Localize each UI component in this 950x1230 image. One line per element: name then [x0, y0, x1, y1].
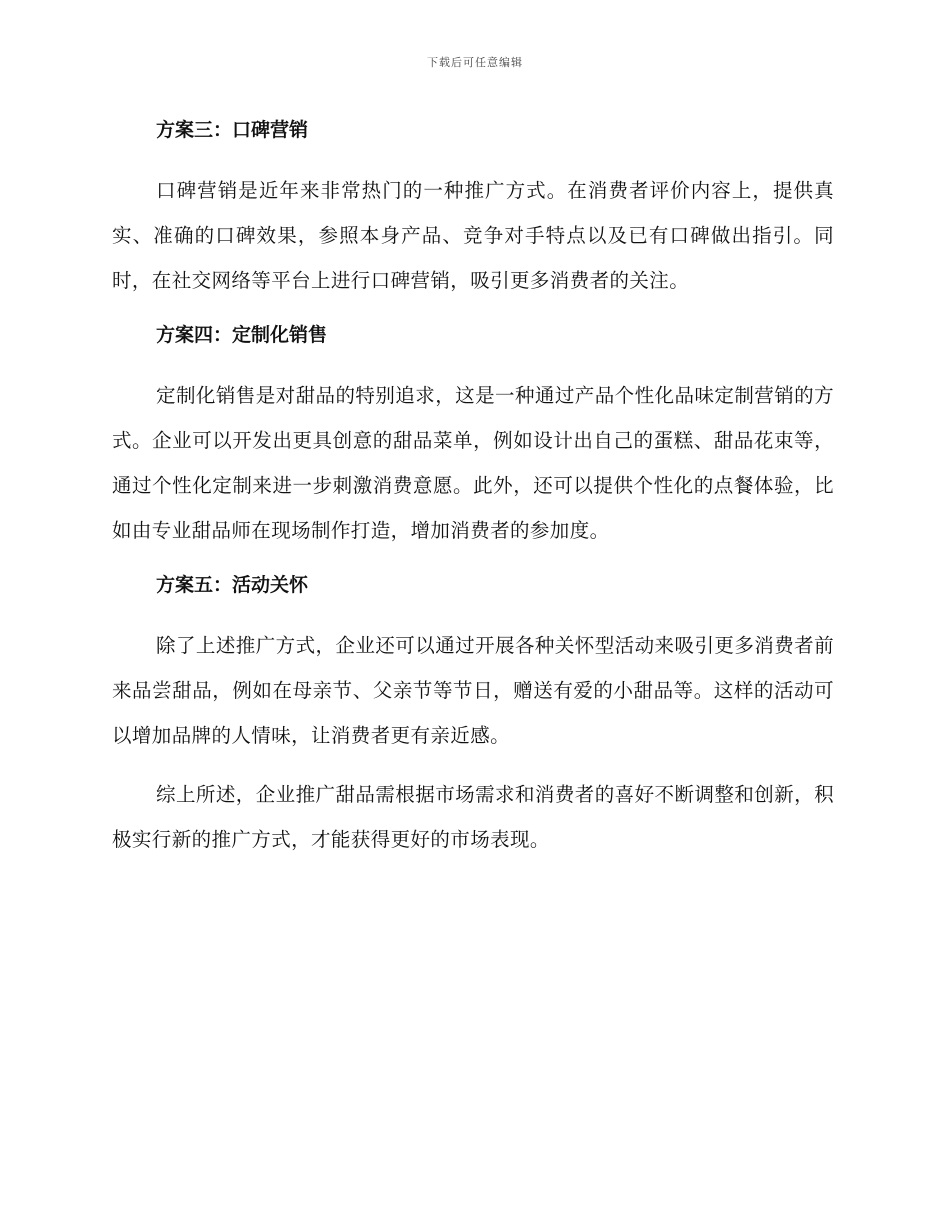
section-paragraph-plan-five: 除了上述推广方式，企业还可以通过开展各种关怀型活动来吸引更多消费者前来品尝甜品，例如在母亲节、父亲节等节日，赠送有爱的小甜品等。这样的活动可以增加品牌的人情味，让消费者更有亲近感。 [112, 634, 834, 747]
section-heading-plan-three: 方案三：口碑营销 [156, 119, 309, 141]
conclusion-paragraph: 综上所述，企业推广甜品需根据市场需求和消费者的喜好不断调整和创新，积极实行新的推广方式，才能获得更好的市场表现。 [112, 783, 834, 851]
document-body [112, 112, 834, 862]
section-heading-plan-five: 方案五：活动关怀 [156, 574, 309, 596]
section-paragraph-plan-three: 口碑营销是近年来非常热门的一种推广方式。在消费者评价内容上，提供真实、准确的口碑效果，参照本身产品、竞争对手特点以及已有口碑做出指引。同时，在社交网络等平台上进行口碑营销，吸引更多消费者的关注。 [112, 179, 834, 292]
section-paragraph-plan-four: 定制化销售是对甜品的特别追求，这是一种通过产品个性化品味定制营销的方式。企业可以开发出更具创意的甜品菜单，例如设计出自己的蛋糕、甜品花束等，通过个性化定制来进一步刺激消费意愿。此外，还可以提供个性化的点餐体验，比如由专业甜品师在现场制作打造，增加消费者的参加度。 [112, 384, 834, 542]
section-heading-plan-four: 方案四：定制化销售 [156, 324, 328, 346]
page-header: 下载后可任意编辑 [427, 56, 523, 69]
